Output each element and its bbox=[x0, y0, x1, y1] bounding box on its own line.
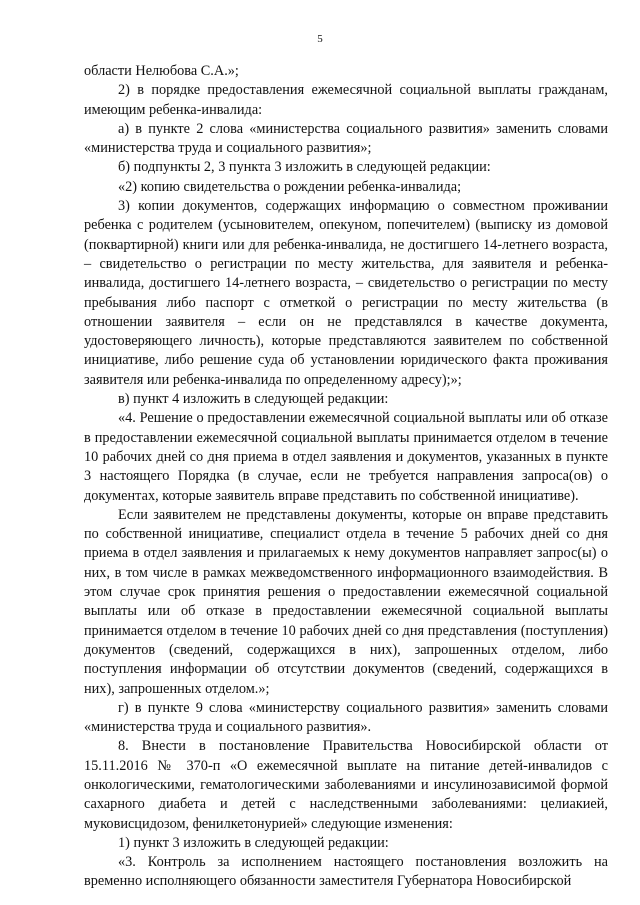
paragraph: 2) в порядке предоставления ежемесячной социальной выплаты гражданам, имеющим ребенка-инвалида: bbox=[84, 82, 608, 118]
document-body bbox=[84, 62, 608, 892]
paragraph: а) в пункте 2 слова «министерства социального развития» заменить словами «министерства труда и социального развития»; bbox=[84, 120, 608, 157]
paragraph: 1) пункт 3 изложить в следующей редакции: bbox=[118, 834, 389, 851]
paragraph: «3. Контроль за исполнением настоящего постановления возложить на временно исполняющего обязанности заместителя Губернатора Новосибирской bbox=[84, 854, 608, 890]
paragraph: Если заявителем не представлены документы, которые он вправе представить по собственной инициативе, специалист отдела в течение 5 рабочих дней со дня приема в отдел заявления и прилагаемых к нему документов направляет запрос(ы) о них, в том числе в рамках межведомственного информационного взаимодействия. В этом случае срок принятия решения о предоставлении ежемесячной социальной выплаты или об отказе в предоставлении ежемесячной социальной выплаты принимается отделом в течение 10 рабочих дней со дня представления (поступления) документов (сведений, содержащихся в них), запрошенных отделом, либо поступления информации об отсутствии документов (сведений, содержащихся в них), запрошенных отделом.»; bbox=[84, 506, 608, 697]
paragraph: области Нелюбова С.А.»; bbox=[84, 63, 239, 79]
paragraph: б) подпункты 2, 3 пункта 3 изложить в следующей редакции: bbox=[118, 159, 491, 176]
paragraph: г) в пункте 9 слова «министерству социального развития» заменить словами «министерства труда и социального развития». bbox=[84, 699, 608, 736]
paragraph: 3) копии документов, содержащих информацию о совместном проживании ребенка с родителем (усыновителем, опекуном, попечителем) (выписку из домовой (поквартирной) книги или для ребенка-инвалида, не достигшего 14-летнего возраста, – свидетельство о регистрации по месту жительства, для заявителя и ребенка-инвалида, достигшего 14-летнего возраста, – свидетельство о регистрации по месту пребывания либо паспорт с отметкой о регистрации по месту жительства (в отношении заявителя – если он не представлялся в качестве документа, удостоверяющего личность), которые представляются заявителем по собственной инициативе, либо решение суда об установлении юридического факта проживания заявителя или ребенка-инвалида по определенному адресу);»; bbox=[84, 198, 608, 388]
paragraph: «2) копию свидетельства о рождении ребенка-инвалида; bbox=[118, 178, 462, 195]
paragraph: «4. Решение о предоставлении ежемесячной социальной выплаты или об отказе в предоставлении ежемесячной социальной выплаты принимается отделом в течение 10 рабочих дней со дня приема в отдел заявления и документов, указанных в пункте 3 настоящего Порядка (в случае, если не требуется направления запроса(ов) о документах, которые заявитель вправе представить по собственной инициативе). bbox=[84, 410, 608, 504]
page-number: 5 bbox=[317, 33, 323, 45]
paragraph: в) пункт 4 изложить в следующей редакции: bbox=[118, 391, 389, 408]
paragraph: 8. Внести в постановление Правительства Новосибирской области от 15.11.2016 № 370-п «О ежемесячной выплате на питание детей-инвалидов с онкологическими, гематологическими заболеваниями и инсулинозависимой формой сахарного диабета и детей с наследственными заболеваниями: целиакией, муковисцидозом, фенилкетонурией» следующие изменения: bbox=[84, 738, 608, 832]
